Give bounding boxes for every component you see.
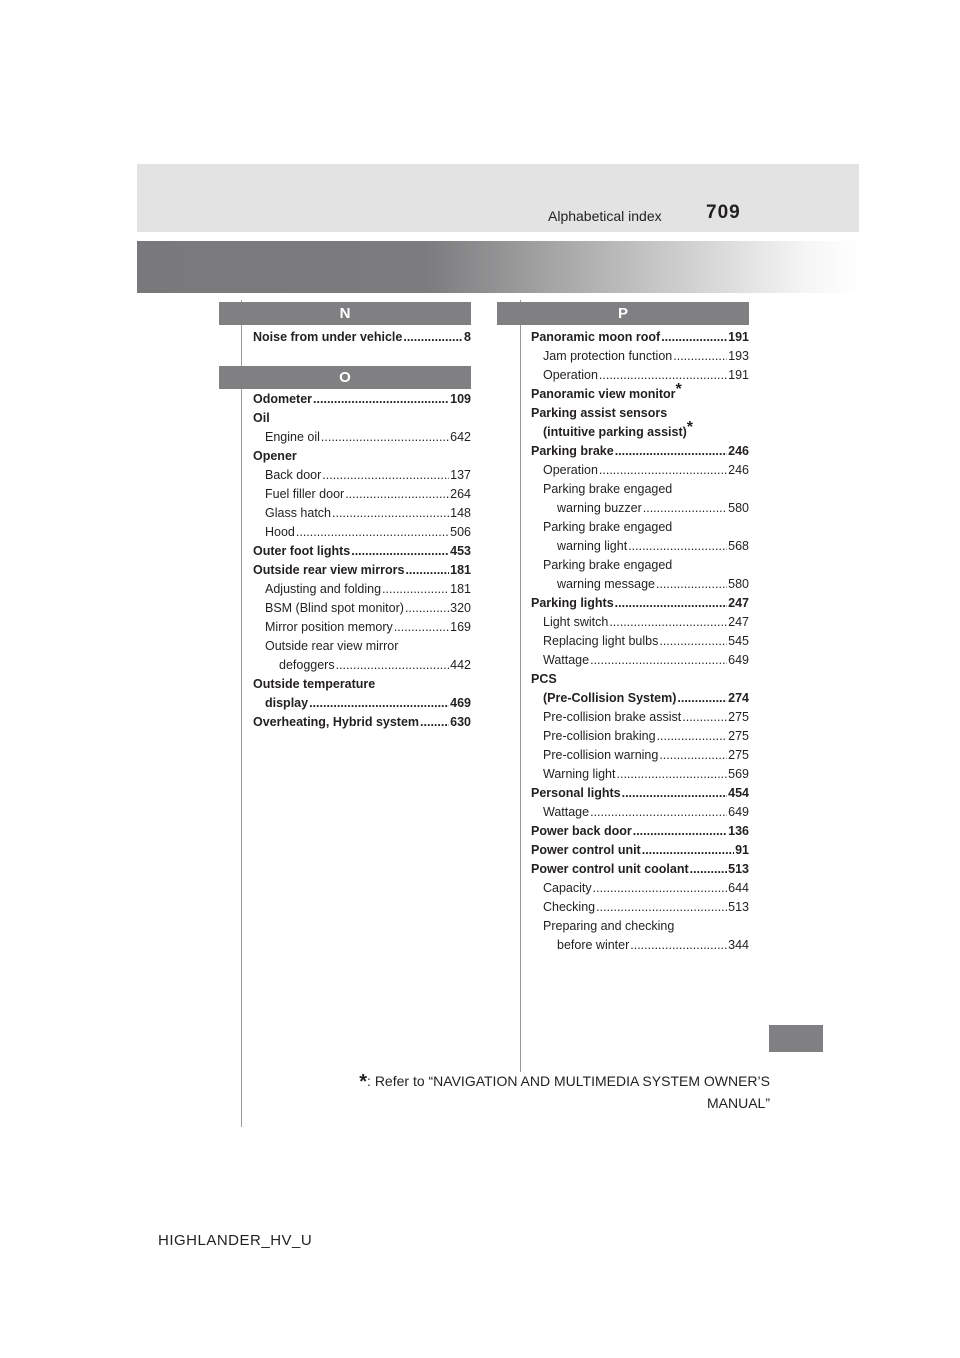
index-subentry: Mirror position memory ..... 169 xyxy=(253,618,471,637)
index-entry: Outside rear view mirrors ..... 181 xyxy=(253,561,471,580)
index-subentry: Fuel filler door ..... 264 xyxy=(253,485,471,504)
index-subentry: Wattage ..... 649 xyxy=(531,803,749,822)
index-entry: Odometer ..... 109 xyxy=(253,390,471,409)
index-subentry: Replacing light bulbs ..... 545 xyxy=(531,632,749,651)
section-letter-o: O xyxy=(339,369,351,386)
index-subentry: BSM (Blind spot monitor) ..... 320 xyxy=(253,599,471,618)
index-entry: Opener xyxy=(253,449,297,463)
section-header-p xyxy=(497,302,749,325)
section-title: Alphabetical index xyxy=(548,208,662,224)
index-subentry: Pre-collision brake assist ..... 275 xyxy=(531,708,749,727)
index-subentry: Parking brake engaged xyxy=(543,558,673,572)
index-entry: Personal lights ..... 454 xyxy=(531,784,749,803)
footnote-asterisk: * xyxy=(675,381,682,398)
index-entry: display ..... 469 xyxy=(253,694,471,713)
left-column-rule xyxy=(241,300,242,1127)
index-subentry: Checking ..... 513 xyxy=(531,898,749,917)
index-subentry: Operation ..... 246 xyxy=(531,461,749,480)
index-subentry: before winter ..... 344 xyxy=(531,936,749,955)
index-list-o xyxy=(253,390,471,732)
index-subentry: Jam protection function ..... 193 xyxy=(531,347,749,366)
index-list-n xyxy=(253,328,471,347)
index-subentry: Back door ..... 137 xyxy=(253,466,471,485)
index-entry: Power control unit coolant ..... 513 xyxy=(531,860,749,879)
chapter-tab xyxy=(769,1025,823,1052)
header-gradient-band xyxy=(137,241,859,293)
footnote-marker: * xyxy=(359,1071,368,1093)
index-entry: (Pre-Collision System) ..... 274 xyxy=(531,689,749,708)
index-entry: Panoramic moon roof ..... 191 xyxy=(531,328,749,347)
index-entry: PCS xyxy=(531,672,557,686)
index-subentry: Parking brake engaged xyxy=(543,520,673,534)
index-subentry: Parking brake engaged xyxy=(543,482,673,496)
middle-column-rule xyxy=(520,300,521,1072)
section-letter-p: P xyxy=(617,305,628,322)
index-subentry: warning buzzer ..... 580 xyxy=(531,499,749,518)
section-header-n xyxy=(219,302,471,325)
index-subentry: warning message ..... 580 xyxy=(531,575,749,594)
index-entry: Parking brake ..... 246 xyxy=(531,442,749,461)
header-bar xyxy=(137,164,859,232)
section-header-o xyxy=(219,366,471,389)
page-number: 709 xyxy=(706,202,741,223)
index-entry: Parking assist sensors xyxy=(531,406,668,420)
index-list-p xyxy=(531,328,749,955)
index-subentry: Warning light ..... 569 xyxy=(531,765,749,784)
index-entry: Outer foot lights ..... 453 xyxy=(253,542,471,561)
index-entry: (intuitive parking assist)* xyxy=(543,419,694,439)
index-subentry: Glass hatch ..... 148 xyxy=(253,504,471,523)
index-entry: Oil xyxy=(253,411,270,425)
index-entry: Parking lights ..... 247 xyxy=(531,594,749,613)
index-subentry: warning light ..... 568 xyxy=(531,537,749,556)
index-entry: Outside temperature xyxy=(253,677,376,691)
section-letter-n: N xyxy=(339,305,351,322)
index-subentry: defoggers ..... 442 xyxy=(253,656,471,675)
footnote-line-1: : Refer to “NAVIGATION AND MULTIMEDIA SYSTEM OWNER’S xyxy=(367,1073,770,1089)
index-subentry: Adjusting and folding ..... 181 xyxy=(253,580,471,599)
index-subentry: Light switch ..... 247 xyxy=(531,613,749,632)
index-subentry: Capacity ..... 644 xyxy=(531,879,749,898)
footnote xyxy=(300,1072,770,1092)
index-entry: Power back door ..... 136 xyxy=(531,822,749,841)
index-subentry: Operation ..... 191 xyxy=(531,366,749,385)
index-subentry: Pre-collision warning ..... 275 xyxy=(531,746,749,765)
index-subentry: Preparing and checking xyxy=(543,919,675,933)
index-subentry: Hood ..... 506 xyxy=(253,523,471,542)
index-subentry: Wattage ..... 649 xyxy=(531,651,749,670)
index-subentry: Pre-collision braking ..... 275 xyxy=(531,727,749,746)
footnote-asterisk: * xyxy=(686,419,694,436)
index-entry: Power control unit ..... 91 xyxy=(531,841,749,860)
index-entry: Overheating, Hybrid system ..... 630 xyxy=(253,713,471,732)
index-entry: Panoramic view monitor* xyxy=(531,381,682,401)
index-subentry: Outside rear view mirror xyxy=(265,639,399,653)
model-code: HIGHLANDER_HV_U xyxy=(158,1232,313,1249)
footnote-continued xyxy=(300,1094,770,1113)
index-entry: Noise from under vehicle ..... 8 xyxy=(253,328,471,347)
index-subentry: Engine oil ..... 642 xyxy=(253,428,471,447)
footnote-line-2: MANUAL” xyxy=(706,1095,770,1111)
